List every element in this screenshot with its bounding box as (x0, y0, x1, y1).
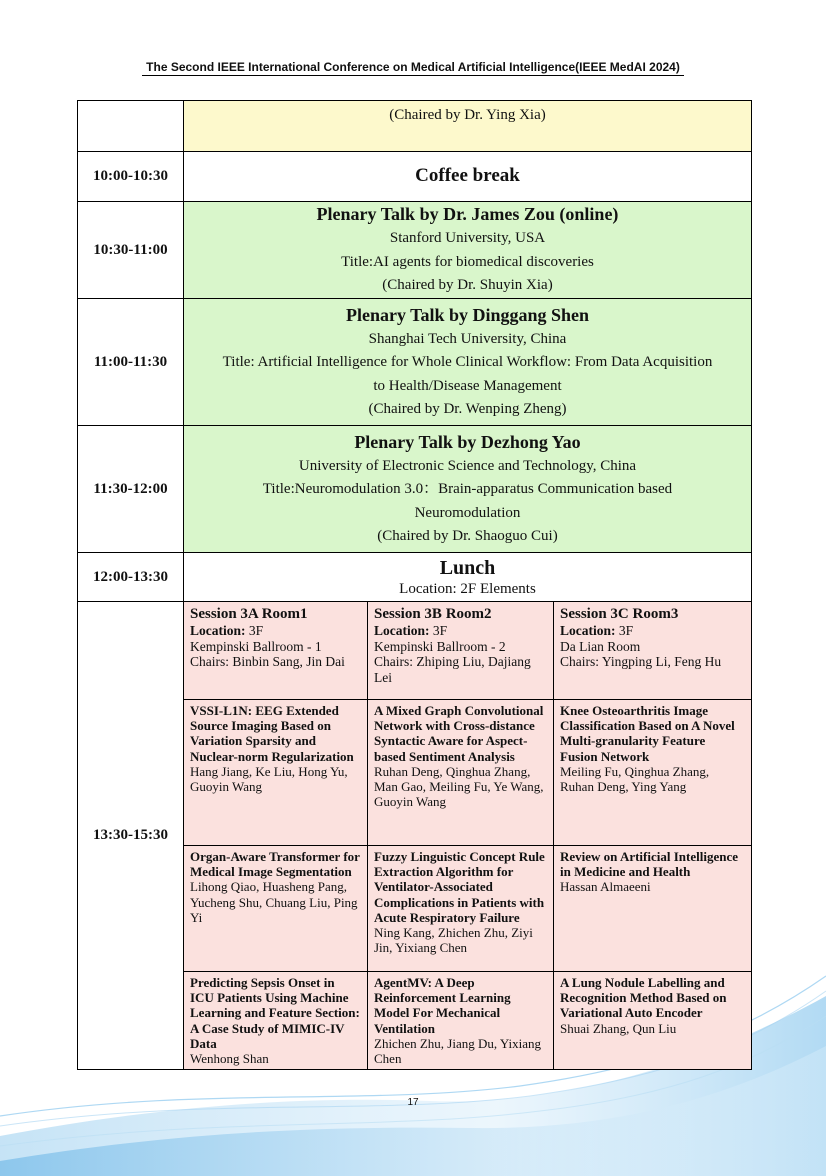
lunch-location: Location: 2F Elements (399, 580, 536, 597)
paper-authors: Wenhong Shan (190, 1051, 269, 1067)
paper-cell (554, 700, 752, 846)
paper-title: Knee Osteoarthritis Image Classification Based on A Novel Multi-granularity Feature Fusion Network (560, 703, 735, 764)
location-label: Location: (560, 623, 616, 638)
paper-cell (554, 846, 752, 972)
paper-title: A Mixed Graph Convolutional Network with Cross-distance Syntactic Aware for Aspect-based Sentiment Analysis (374, 703, 544, 764)
table-row (78, 202, 752, 299)
paper-title: Organ-Aware Transformer for Medical Image Segmentation (190, 849, 360, 880)
coffee-break-cell (184, 152, 752, 202)
session-name: Session 3C Room3 (560, 606, 679, 622)
schedule-table (77, 100, 752, 1070)
coffee-break-title: Coffee break (415, 164, 520, 186)
session-cell (368, 602, 554, 700)
talk-subject-continued: to Health/Disease Management (373, 377, 562, 394)
paper-authors: Hassan Almaeeni (560, 879, 651, 895)
location-value: 3F (248, 623, 264, 638)
table-row (78, 152, 752, 202)
location-value: 3F (432, 623, 448, 638)
talk-chair: (Chaired by Dr. Shaoguo Cui) (377, 528, 558, 544)
paper-title: AgentMV: A Deep Reinforcement Learning Model For Mechanical Ventilation (374, 975, 511, 1036)
paper-title: Predicting Sepsis Onset in ICU Patients Using Machine Learning and Feature Section: A Case Study of MIMIC-IV Data (190, 975, 360, 1051)
session-room: Kempinski Ballroom - 1 (190, 638, 322, 654)
time-cell: 12:00-13:30 (78, 553, 184, 602)
paper-cell (554, 972, 752, 1070)
time-cell: 11:00-11:30 (78, 299, 184, 426)
talk-title: Plenary Talk by Dezhong Yao (354, 431, 581, 452)
location-value: 3F (618, 623, 634, 638)
time-cell: 10:00-10:30 (78, 152, 184, 202)
table-row (78, 553, 752, 602)
paper-cell (368, 700, 554, 846)
chair-cell (184, 101, 752, 152)
talk-affiliation: Stanford University, USA (389, 230, 546, 247)
paper-authors: Ning Kang, Zhichen Zhu, Ziyi Jin, Yixiang Chen (374, 925, 533, 956)
session-name: Session 3A Room1 (190, 606, 308, 622)
talk-affiliation: University of Electronic Science and Technology, China (298, 457, 637, 474)
paper-authors: Hang Jiang, Ke Liu, Hong Yu, Guoyin Wang (190, 763, 348, 795)
paper-cell (184, 846, 368, 972)
session-room: Kempinski Ballroom - 2 (374, 638, 506, 654)
talk-subject: Title:AI agents for biomedical discoveries (341, 253, 594, 270)
table-row (78, 299, 752, 426)
plenary-talk-cell (184, 299, 752, 426)
table-row (78, 426, 752, 553)
paper-authors: Ruhan Deng, Qinghua Zhang, Man Gao, Meiling Fu, Ye Wang, Guoyin Wang (374, 763, 544, 810)
paper-title: Fuzzy Linguistic Concept Rule Extraction Algorithm for Ventilator-Associated Complications in Patients with Acute Respiratory Failure (374, 849, 545, 925)
session-cell (554, 602, 752, 700)
talk-subject: Title:Neuromodulation 3.0：Brain-apparatus Communication based (262, 481, 673, 497)
conference-title: The Second IEEE International Conference on Medical Artificial Intelligence(IEEE MedAI 2024) (142, 60, 684, 76)
talk-title: Plenary Talk by Dr. James Zou (online) (316, 204, 619, 225)
session-name: Session 3B Room2 (374, 606, 492, 622)
paper-title: VSSI-L1N: EEG Extended Source Imaging Based on Variation Sparsity and Nuclear-norm Regularization (190, 703, 354, 764)
session-cell (184, 602, 368, 700)
lunch-title: Lunch (439, 556, 496, 579)
paper-authors: Lihong Qiao, Huasheng Pang, Yucheng Shu, Chuang Liu, Ping Yi (190, 879, 358, 925)
paper-authors: Meiling Fu, Qinghua Zhang, Ruhan Deng, Ying Yang (560, 763, 710, 795)
session-chairs: Chairs: Zhiping Liu, Dajiang Lei (374, 654, 531, 685)
table-row (78, 602, 752, 700)
time-cell: 13:30-15:30 (78, 602, 184, 1070)
plenary-talk-cell (184, 426, 752, 553)
talk-subject: Title: Artificial Intelligence for Whole Clinical Workflow: From Data Acquisition (222, 354, 713, 370)
talk-chair: (Chaired by Dr. Wenping Zheng) (368, 401, 567, 417)
table-row (78, 101, 752, 152)
talk-chair: (Chaired by Dr. Shuyin Xia) (382, 277, 553, 294)
plenary-talk-cell (184, 202, 752, 299)
paper-title: A Lung Nodule Labelling and Recognition Method Based on Variational Auto Encoder (560, 975, 727, 1021)
paper-title: Review on Artificial Intelligence in Medicine and Health (560, 849, 738, 880)
time-cell: 10:30-11:00 (78, 202, 184, 299)
paper-cell (368, 972, 554, 1070)
location-label: Location: (374, 623, 430, 638)
paper-cell (184, 700, 368, 846)
page-header (0, 60, 826, 76)
talk-subject-continued: Neuromodulation (414, 504, 521, 521)
session-room: Da Lian Room (560, 638, 641, 654)
chair-text: (Chaired by Dr. Ying Xia) (389, 107, 546, 123)
paper-cell (368, 846, 554, 972)
talk-affiliation: Shanghai Tech University, China (368, 330, 567, 347)
paper-authors: Shuai Zhang, Qun Liu (560, 1020, 677, 1036)
time-cell (78, 101, 184, 152)
talk-title: Plenary Talk by Dinggang Shen (345, 304, 590, 325)
location-label: Location: (190, 623, 246, 638)
session-chairs: Chairs: Binbin Sang, Jin Dai (190, 654, 345, 669)
paper-cell (184, 972, 368, 1070)
paper-authors: Zhichen Zhu, Jiang Du, Yixiang Chen (374, 1035, 542, 1067)
time-cell: 11:30-12:00 (78, 426, 184, 553)
lunch-cell (184, 553, 752, 602)
page-number: 17 (407, 1097, 419, 1108)
session-chairs: Chairs: Yingping Li, Feng Hu (560, 654, 722, 669)
